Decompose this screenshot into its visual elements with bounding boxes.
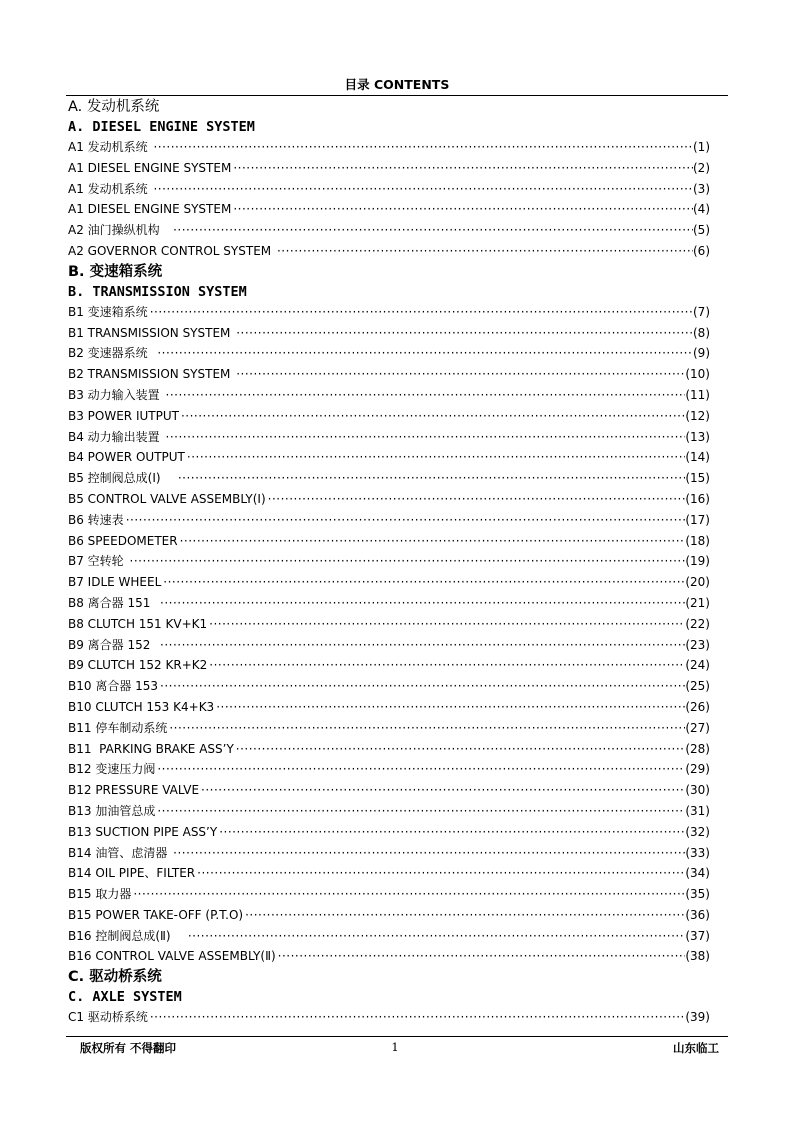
toc-entry-leader-dots <box>158 635 685 656</box>
toc-entry-title: B5 CONTROL VALVE ASSEMBLY(Ⅰ) <box>68 491 266 506</box>
toc-entry-leader-dots <box>207 655 685 676</box>
toc-entry-leader-dots <box>148 1007 686 1028</box>
toc-entry-leader-dots <box>167 718 685 739</box>
toc-entry-title: A1 DIESEL ENGINE SYSTEM <box>68 202 232 217</box>
header-rule <box>66 95 728 96</box>
toc-entry[interactable] <box>68 759 710 780</box>
toc-entry-page-number: (33) <box>685 845 710 860</box>
toc-entry[interactable] <box>68 323 710 344</box>
toc-entry-leader-dots <box>164 385 686 406</box>
toc-entry-title: B15 取力器 <box>68 887 132 902</box>
toc-entry-page-number: (35) <box>685 887 710 902</box>
toc-entry-title: B11 PARKING BRAKE ASS’Y <box>68 741 234 756</box>
toc-entry-leader-dots <box>234 323 693 344</box>
footer-rule <box>66 1036 728 1037</box>
toc-entry-title: B13 SUCTION PIPE ASS’Y <box>68 824 218 839</box>
toc-entry-leader-dots <box>214 697 685 718</box>
toc-entry[interactable] <box>68 635 710 656</box>
toc-entry-leader-dots <box>131 884 685 905</box>
toc-entry[interactable] <box>68 385 710 406</box>
toc-entry-title: B13 加油管总成 <box>68 803 156 818</box>
toc-entry[interactable] <box>68 427 710 448</box>
section-heading-en: B. TRANSMISSION SYSTEM <box>68 283 247 300</box>
toc-entry-title: A1 发动机系统 <box>68 140 152 154</box>
toc-entry[interactable] <box>68 137 710 158</box>
toc-entry-page-number: (29) <box>685 762 710 777</box>
section-heading-cn: A. 发动机系统 <box>68 99 160 115</box>
toc-entry-title: A2 GOVERNOR CONTROL SYSTEM <box>68 243 275 258</box>
toc-entry[interactable] <box>68 593 710 614</box>
toc-entry-title: B7 IDLE WHEEL <box>68 575 162 590</box>
toc-entry[interactable] <box>68 551 710 572</box>
toc-entry-title: B15 POWER TAKE-OFF (P.T.O) <box>68 907 244 922</box>
toc-entry[interactable] <box>68 946 710 967</box>
toc-entry-title: C1 驱动桥系统 <box>68 1010 148 1025</box>
toc-entry-leader-dots <box>231 199 693 220</box>
toc-entry[interactable] <box>68 676 710 697</box>
toc-entry-title: B1 变速箱系统 <box>68 304 148 319</box>
toc-entry-title: B1 TRANSMISSION SYSTEM <box>68 325 235 340</box>
toc-entry-page-number: (12) <box>685 408 710 423</box>
toc-entry[interactable] <box>68 843 710 864</box>
toc-entry[interactable] <box>68 884 710 905</box>
footer-company: 山东临工 <box>673 1041 719 1055</box>
section-heading-en: A. DIESEL ENGINE SYSTEM <box>68 119 255 135</box>
toc-entry-page-number: (14) <box>685 450 710 465</box>
toc-entry-title: B3 POWER IUTPUT <box>68 408 179 423</box>
toc-entry-page-number: (36) <box>685 907 710 922</box>
toc-entry-page-number: (20) <box>685 575 710 590</box>
toc-entry-title: A1 DIESEL ENGINE SYSTEM <box>68 160 232 175</box>
toc-entry-leader-dots <box>178 531 686 552</box>
toc-entry-title: B6 SPEEDOMETER <box>68 533 178 548</box>
toc-entry-title: B16 CONTROL VALVE ASSEMBLY(Ⅱ) <box>68 949 276 964</box>
toc-entry-page-number: (39) <box>685 1010 710 1025</box>
toc-entry-page-number: (27) <box>685 720 710 735</box>
toc-entry-leader-dots <box>171 843 685 864</box>
toc-entry-title: B3 动力输入装置 <box>68 387 164 402</box>
toc-entry-page-number: (31) <box>685 803 710 818</box>
toc-entry[interactable] <box>68 801 710 822</box>
toc-entry-page-number: (9) <box>693 346 710 361</box>
toc-entry-page-number: (13) <box>685 429 710 444</box>
toc-entry-leader-dots <box>158 676 685 697</box>
toc-entry-title: B2 TRANSMISSION SYSTEM <box>68 367 235 382</box>
toc-entry-leader-dots <box>158 593 685 614</box>
toc-entry[interactable] <box>68 822 710 843</box>
toc-entry-page-number: (4) <box>693 202 710 217</box>
toc-entry-page-number: (28) <box>685 741 710 756</box>
toc-entry-page-number: (34) <box>685 866 710 881</box>
toc-entry-leader-dots <box>199 780 685 801</box>
toc-entry-page-number: (10) <box>685 367 710 382</box>
toc-entry-leader-dots <box>161 572 685 593</box>
page-header-title: 目录 CONTENTS <box>344 77 450 92</box>
toc-entry-page-number: (3) <box>693 181 710 196</box>
toc-entry-leader-dots <box>234 364 685 385</box>
toc-entry-leader-dots <box>276 946 686 967</box>
toc-entry-leader-dots <box>217 822 685 843</box>
toc-entry-title: B8 离合器 151 <box>68 595 159 610</box>
toc-entry-leader-dots <box>124 510 686 531</box>
toc-entry-title: B14 油管、虑清器 <box>68 845 172 860</box>
toc-entry[interactable] <box>68 447 710 468</box>
toc-entry-page-number: (16) <box>685 491 710 506</box>
toc-entry-page-number: (1) <box>693 140 710 154</box>
toc-entry-title: B12 变速压力阀 <box>68 762 156 777</box>
toc-entry[interactable] <box>68 302 710 323</box>
toc-entry-title: B9 离合器 152 <box>68 637 159 652</box>
footer-page-number: 1 <box>391 1040 399 1054</box>
toc-entry-leader-dots <box>207 614 685 635</box>
toc-entry-page-number: (6) <box>693 243 710 258</box>
toc-entry-leader-dots <box>171 220 693 241</box>
toc-entry[interactable] <box>68 179 710 200</box>
toc-entry[interactable] <box>68 510 710 531</box>
toc-entry-title: B11 停车制动系统 <box>68 720 168 735</box>
toc-entry[interactable] <box>68 614 710 635</box>
toc-entry[interactable] <box>68 531 710 552</box>
toc-entry-leader-dots <box>266 489 686 510</box>
toc-entry[interactable] <box>68 489 710 510</box>
toc-entry[interactable] <box>68 905 710 926</box>
toc-entry-leader-dots <box>275 241 693 262</box>
toc-entry-page-number: (24) <box>685 658 710 673</box>
toc-entry-leader-dots <box>195 863 685 884</box>
toc-entry-leader-dots <box>231 158 693 179</box>
toc-entry[interactable] <box>68 220 710 241</box>
toc-entry-title: B5 控制阀总成(Ⅰ) <box>68 471 176 486</box>
toc-entry-leader-dots <box>148 302 693 323</box>
toc-entry[interactable] <box>68 739 710 760</box>
toc-entry-page-number: (5) <box>693 223 710 238</box>
toc-entry-page-number: (2) <box>693 160 710 175</box>
toc-entry[interactable] <box>68 926 710 947</box>
toc-entry[interactable] <box>68 241 710 262</box>
section-heading-cn: C. 驱动桥系统 <box>68 969 162 986</box>
section-heading-en: C. AXLE SYSTEM <box>68 989 182 1006</box>
toc-entry-page-number: (18) <box>685 533 710 548</box>
toc-entry-leader-dots <box>234 739 686 760</box>
toc-entry-title: B12 PRESSURE VALVE <box>68 783 200 798</box>
toc-entry-leader-dots <box>243 905 685 926</box>
toc-entry-title: A2 油门操纵机构 <box>68 223 172 238</box>
toc-entry-page-number: (17) <box>685 512 710 527</box>
toc-entry[interactable] <box>68 199 710 220</box>
toc-entry[interactable] <box>68 158 710 179</box>
toc-entry-title: B10 离合器 153 <box>68 679 159 694</box>
toc-entry-page-number: (25) <box>685 679 710 694</box>
toc-entry-title: B6 转速表 <box>68 512 124 527</box>
toc-entry-page-number: (11) <box>685 387 710 402</box>
toc-entry-leader-dots <box>164 427 686 448</box>
toc-entry[interactable] <box>68 406 710 427</box>
toc-entry-page-number: (19) <box>685 554 710 569</box>
section-heading-cn: B. 变速箱系统 <box>68 263 163 280</box>
toc-entry-title: B9 CLUTCH 152 KR+K2 <box>68 658 208 673</box>
toc-entry[interactable] <box>68 718 710 739</box>
toc-entry-page-number: (26) <box>685 699 710 714</box>
toc-entry[interactable] <box>68 572 710 593</box>
toc-entry-leader-dots <box>186 926 686 947</box>
toc-entry-title: B16 控制阀总成(Ⅱ) <box>68 928 186 943</box>
toc-entry-page-number: (15) <box>685 471 710 486</box>
toc-entry-leader-dots <box>151 179 693 200</box>
toc-entry-title: B4 动力输出装置 <box>68 429 164 444</box>
toc-entry[interactable] <box>68 863 710 884</box>
toc-entry-page-number: (23) <box>685 637 710 652</box>
toc-entry-leader-dots <box>155 343 693 364</box>
toc-entry-title: B7 空转轮 <box>68 554 128 569</box>
toc-entry-leader-dots <box>179 406 685 427</box>
toc-entry[interactable] <box>68 697 710 718</box>
toc-entry-title: A1 发动机系统 <box>68 181 152 196</box>
toc-entry-leader-dots <box>155 759 685 780</box>
table-of-contents <box>68 97 710 1028</box>
toc-entry-page-number: (7) <box>693 304 710 319</box>
toc-entry-leader-dots <box>151 137 693 158</box>
footer-copyright: 版权所有 不得翻印 <box>80 1041 177 1055</box>
toc-entry-leader-dots <box>128 551 686 572</box>
toc-entry-title: B8 CLUTCH 151 KV+K1 <box>68 616 208 631</box>
toc-entry-page-number: (30) <box>685 783 710 798</box>
toc-entry-title: B10 CLUTCH 153 K4+K3 <box>68 699 215 714</box>
toc-entry[interactable] <box>68 468 710 489</box>
toc-entry-leader-dots <box>155 801 685 822</box>
toc-entry-page-number: (37) <box>685 928 710 943</box>
toc-entry-page-number: (38) <box>685 949 710 964</box>
toc-entry[interactable] <box>68 655 710 676</box>
toc-entry-title: B2 变速器系统 <box>68 346 156 361</box>
toc-entry-page-number: (21) <box>685 595 710 610</box>
toc-entry[interactable] <box>68 780 710 801</box>
toc-entry-title: B14 OIL PIPE、FILTER <box>68 866 196 881</box>
toc-entry-leader-dots <box>176 468 686 489</box>
toc-entry[interactable] <box>68 1007 710 1028</box>
toc-entry[interactable] <box>68 364 710 385</box>
toc-entry-leader-dots <box>185 447 685 468</box>
toc-entry[interactable] <box>68 343 710 364</box>
toc-entry-page-number: (32) <box>685 824 710 839</box>
toc-entry-title: B4 POWER OUTPUT <box>68 450 185 465</box>
toc-entry-page-number: (22) <box>685 616 710 631</box>
toc-entry-page-number: (8) <box>693 325 710 340</box>
